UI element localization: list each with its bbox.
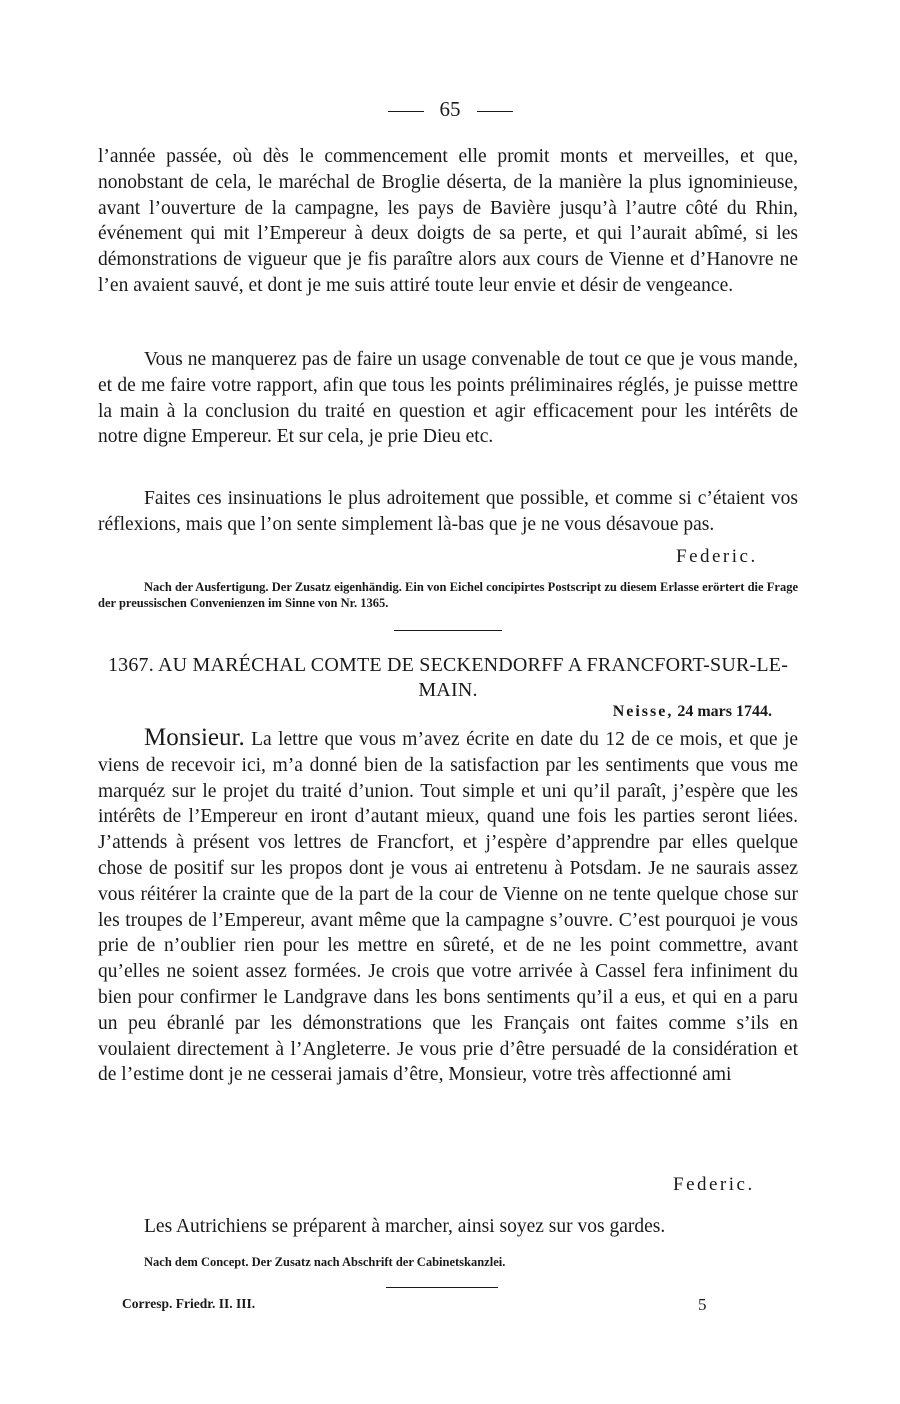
footer-source: Corresp. Friedr. II. III.	[122, 1296, 256, 1311]
letter2-editorial-note: Nach dem Concept. Der Zusatz nach Abschrift der Cabinetskanzlei.	[144, 1255, 506, 1269]
footer-divider	[386, 1287, 498, 1288]
letter1-paragraph2: Vous ne manquerez pas de faire un usage convenable de tout ce que je vous mande, et de me faire votre rapport, afin que tous les points préliminaires réglés, je puisse mettre la main à la conclusion du traité en question et agir efficacement pour les intérêts de notre digne Empereur. Et sur cela, je prie Dieu etc.	[98, 349, 798, 448]
letter1-paragraph1-block	[98, 144, 798, 299]
header-dash-right	[477, 111, 513, 112]
letter2-signature: Federic.	[673, 1174, 755, 1195]
letter1-postscript: Faites ces insinuations le plus adroitement que possible, et comme si c’étaient vos réflexions, mais que l’on sente simplement là-bas que je ne vous désavoue pas.	[98, 488, 798, 535]
letter1-signature: Federic.	[676, 546, 758, 567]
letter2-postscript: Les Autrichiens se préparent à marcher, ainsi soyez sur vos gardes.	[144, 1216, 666, 1237]
letter2-postscript-block	[98, 1214, 798, 1240]
letter2-body-paragraph	[98, 725, 798, 1088]
letter1-paragraph2-block	[98, 347, 798, 450]
page-header	[0, 97, 900, 122]
letter2-title: 1367. AU MARÉCHAL COMTE DE SECKENDORFF A FRANCFORT-SUR-LE-MAIN.	[107, 654, 789, 701]
header-dash-left	[388, 111, 424, 112]
letter1-paragraph1: l’année passée, où dès le commencement elle promit monts et merveilles, et que, nonobstant de cela, le maréchal de Broglie déserta, de la manière la plus ignominieuse, avant l’ouverture de la campagne, les pays de Bavière jusqu’à l’autre côté du Rhin, événement qui mit l’Empereur à deux doigts de sa perte, et qui l’aurait abîmé, si les démonstrations de vigueur que je fis paraître alors aux cours de Vienne et d’Hanovre ne l’en avaient sauvé, et dont je me suis attiré toute leur envie et désir de vengeance.	[98, 146, 798, 296]
letter2-body: La lettre que vous m’avez écrite en date du 12 de ce mois, et que je viens de recevoir ici, m’a donné bien de la satisfaction par les sentiments que vous me marquéz sur le projet du traité d’union. Tout simple et uni qu’il paraît, j’espère que les intérêts de l’Empereur en iront d’autant mieux, quand une fois les parties seront liées. J’attends à présent vos lettres de Francfort, et j’espère d’apprendre par elles quelque chose de positif sur les propos dont je vous ai entretenu à Potsdam. Je ne saurais assez vous réitérer la crainte que de la part de la cour de Vienne on ne tente quelque chose sur les troupes de l’Empereur, avant même que la campagne s’ouvre. C’est pourquoi je vous prie de n’oublier rien pour les mettre en sûreté, et de ne les point commettre, avant qu’elles ne soient assez formées. Je crois que votre arrivée à Cassel fera infiniment du bien pour confirmer le Landgrave dans les bons sentiments qu’il a eus, et qui en a paru un peu ébranlé par les démonstrations que les Français ont faites comme s’ils en voulaient directement à l’Angleterre. Je vous prie d’être persuadé de la considération et de l’estime dont je ne cesserai jamais d’être, Monsieur, votre très affectionné ami	[98, 729, 798, 1086]
section-divider	[394, 630, 502, 631]
letter2-date-place: Neisse,	[612, 703, 674, 720]
footer-signature-mark: 5	[698, 1295, 707, 1314]
letter2-body-block	[98, 725, 798, 1088]
letter1-editorial-note: Nach der Ausfertigung. Der Zusatz eigenhändig. Ein von Eichel concipirtes Postscript zu diesem Erlasse erörtert die Frage der preussischen Convenienzen im Sinne von Nr. 1365.	[98, 580, 798, 610]
letter2-salutation: Monsieur.	[144, 724, 245, 751]
letter2-date: 24 mars 1744.	[677, 703, 772, 720]
page-number: 65	[439, 97, 461, 121]
letter1-postscript-block	[98, 486, 798, 538]
letter2-dateline	[613, 703, 772, 721]
